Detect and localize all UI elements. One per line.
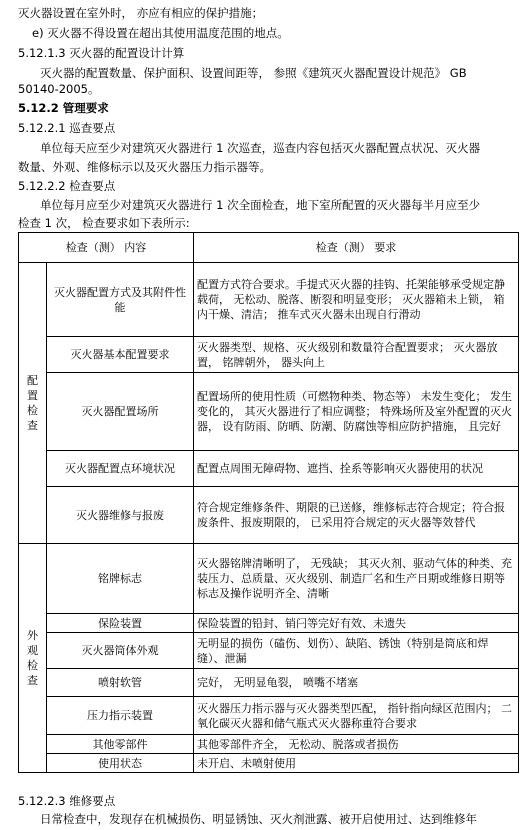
text-line: 单位每天应至少对建筑灭火器进行 1 次巡查，巡查内容包括灭火器配置点状况、灭火器 [40, 141, 481, 155]
requirement-cell: 完好， 无明显龟裂， 喷嘴不堵塞 [194, 669, 519, 697]
table-row [19, 633, 519, 669]
requirement-cell: 其他零部件齐全， 无松动、脱落或者损伤 [194, 735, 519, 754]
text-line: 灭火器设置在室外时， 亦应有相应的保护措施； [18, 6, 264, 20]
group-appearance-check: 外观检查 [19, 544, 47, 773]
item-cell: 保险装置 [47, 614, 194, 633]
requirement-cell: 无明显的损伤（磕伤、划伤）、缺陷、锈蚀（特别是筒底和焊缝）、泄漏 [194, 633, 519, 669]
section-heading: 5.12.2.3 维修要点 [18, 794, 116, 808]
item-cell: 压力指示装置 [47, 697, 194, 735]
requirement-cell: 未开启、未喷射使用 [194, 754, 519, 773]
item-cell: 灭火器配置点环境状况 [47, 451, 194, 487]
table-row [19, 735, 519, 754]
item-cell: 灭火器配置方式及其附件性能 [47, 263, 194, 337]
header-requirement: 检查（测） 要求 [194, 233, 519, 263]
requirement-cell: 符合规定维修条件、期限的已送修，维修标志符合规定；符合报废条件、报废期限的， 已采用符合规定的灭火器等效替代 [194, 487, 519, 544]
section-heading: 5.12.2 管理要求 [18, 101, 109, 115]
text-line: 日常检查中，发现存在机械损伤、明显锈蚀、灭火剂泄露、被开启使用过、达到维修年 [40, 812, 477, 826]
table-row [19, 263, 519, 337]
requirement-cell: 灭火器压力指示器与灭火器类型匹配， 指针指向绿区范围内； 二氧化碳灭火器和储气瓶式灭火器称重符合要求 [194, 697, 519, 735]
table-row [19, 487, 519, 544]
inspection-table [18, 232, 519, 773]
group-config-check: 配置检查 [19, 263, 47, 544]
text-line: 数量、外观、维修标示以及灭火器压力指示器等。 [18, 160, 271, 174]
text-line: 检查 1 次， 检查要求如下表所示: [18, 216, 190, 230]
text-line: 单位每月应至少对建筑灭火器进行 1 次全面检查，地下室所配置的灭火器每半月应至少 [40, 198, 481, 212]
requirement-cell: 配置方式符合要求。手提式灭火器的挂钩、托架能够承受规定静载荷， 无松动、脱落、断裂和明显变形； 灭火器箱未上锁， 箱内干燥、清洁； 推车式灭火器未出现自行滑动 [194, 263, 519, 337]
item-cell: 其他零部件 [47, 735, 194, 754]
item-cell: 喷射软管 [47, 669, 194, 697]
section-heading: 5.12.1.3 灭火器的配置设计计算 [18, 46, 185, 60]
table-row [19, 337, 519, 373]
table-row [19, 614, 519, 633]
requirement-cell: 配置场所的使用性质（可燃物种类、物态等） 未发生变化； 发生变化的， 其灭火器进行了相应调整； 特殊场所及室外配置的灭火器， 设有防雨、防晒、防潮、防腐蚀等相应防护措施， 且完好 [194, 373, 519, 451]
text-line: e) 灭火器不得设置在超出其使用温度范围的地点。 [32, 26, 289, 40]
item-cell: 铭牌标志 [47, 544, 194, 614]
table-row [19, 451, 519, 487]
item-cell: 灭火器基本配置要求 [47, 337, 194, 373]
table-header-row [19, 233, 519, 263]
requirement-cell: 灭火器铭牌清晰明了， 无残缺； 其灭火剂、驱动气体的种类、充装压力、总质量、灭火级别、制造厂名和生产日期或维修日期等标志及操作说明齐全、清晰 [194, 544, 519, 614]
header-content: 检查（测） 内容 [19, 233, 194, 263]
item-cell: 灭火器配置场所 [47, 373, 194, 451]
text-line: 灭火器的配置数量、保护面积、设置间距等， 参照《建筑灭火器配置设计规范》 GB [40, 66, 467, 80]
section-heading: 5.12.2.2 检查要点 [18, 179, 116, 193]
table-row [19, 754, 519, 773]
item-cell: 灭火器筒体外观 [47, 633, 194, 669]
table-row [19, 544, 519, 614]
requirement-cell: 灭火器类型、规格、灭火级别和数量符合配置要求； 灭火器放置， 铭牌朝外， 器头向上 [194, 337, 519, 373]
section-heading: 5.12.2.1 巡查要点 [18, 121, 116, 135]
item-cell: 使用状态 [47, 754, 194, 773]
text-line: 50140-2005。 [18, 82, 100, 96]
table-row [19, 697, 519, 735]
requirement-cell: 配置点周围无障碍物、遮挡、拴系等影响灭火器使用的状况 [194, 451, 519, 487]
requirement-cell: 保险装置的铅封、销闩等完好有效、未遗失 [194, 614, 519, 633]
table-row [19, 669, 519, 697]
table-row [19, 373, 519, 451]
item-cell: 灭火器维修与报废 [47, 487, 194, 544]
